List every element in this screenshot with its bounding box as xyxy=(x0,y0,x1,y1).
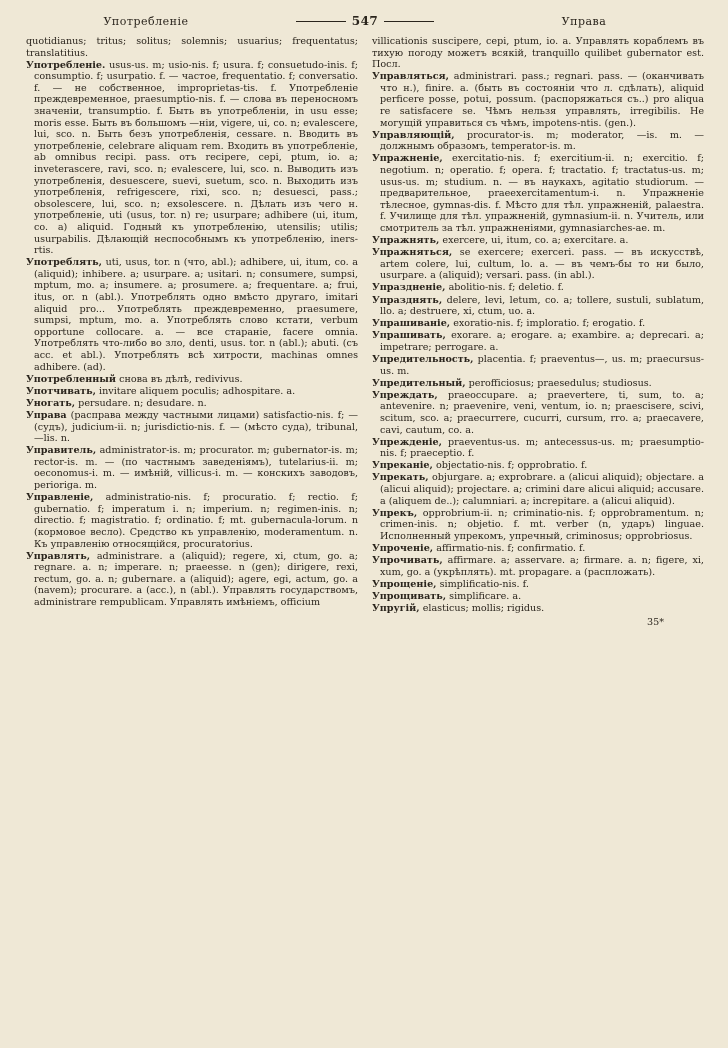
entry-headword: Упрощивать, xyxy=(372,590,447,602)
dictionary-entry xyxy=(372,71,704,129)
entry-definition: opprobrium-ii. n; criminatio-nis. f; opprobramentum. n; crimen-inis. n; objetio. f. mt. verber (n, ударъ) linguae. Исполненный упрекомъ, упречный, criminosus; opprobriosus. xyxy=(380,507,704,542)
entry-definition: placentia. f; praeventus—, us. m; praecursus-us. m. xyxy=(380,354,704,377)
entry-definition: exercitatio-nis. f; exercitium-ii. n; exercitio. f; negotium. n; operatio. f; opera. f; tractatio. f; tractatus-us. m; usus-us. m; studium. n. — въ наукахъ, agitatio studiorum. — предварительное, praeexercitamentum-i. n. Упражненіе тѣлесное, gymnas-dis. f. Мѣсто для тѣл. упражненій, palaestra. f. Училище для тѣл. упражненій, gymnasium-ii. n. Учитель, или смотритель за тѣл. упражненіями, gymnasiarches-ae. m. xyxy=(380,153,704,234)
entry-definition: (расправа между частными лицами) satisfactio-nis. f; — (судъ), judicium-ii. n; jurisdictio-nis. f. — (мѣсто суда), tribunal, —lis. n. xyxy=(34,410,358,445)
dictionary-entry xyxy=(26,398,358,410)
dictionary-entry xyxy=(372,318,704,330)
dictionary-entry xyxy=(372,591,704,603)
dictionary-entry xyxy=(372,330,704,353)
entry-headword: Упредительный, xyxy=(372,377,466,389)
dictionary-entry xyxy=(26,445,358,491)
dictionary-entry xyxy=(26,551,358,609)
entry-headword: Управленіе, xyxy=(26,492,94,504)
right-column xyxy=(372,36,704,628)
running-head-left: Употребленіе xyxy=(103,14,189,28)
entry-headword: Упражняться, xyxy=(372,247,453,259)
entry-headword: Упрекъ, xyxy=(372,507,418,519)
entry-headword: Упрежденіе, xyxy=(372,436,442,448)
entry-headword: Упрощеніе, xyxy=(372,578,437,590)
dictionary-entry xyxy=(26,410,358,445)
dictionary-entry xyxy=(26,36,358,59)
entry-headword: Употребленіе. xyxy=(26,59,106,71)
entry-headword: Управитель, xyxy=(26,445,97,457)
dictionary-entry xyxy=(372,354,704,377)
dictionary-entry xyxy=(372,378,704,390)
entry-definition: simplificatio-nis. f. xyxy=(439,578,529,590)
entry-headword: Упреканіе, xyxy=(372,460,433,472)
page-number-block xyxy=(296,14,435,28)
entry-definition: elasticus; mollis; rigidus. xyxy=(422,603,545,614)
dictionary-entry xyxy=(372,235,704,247)
entry-definition: affirmare. a; asservare. a; firmare. a. n; figere, xi, xum, go. a (укрѣплять). mt. propagare. a (распложать). xyxy=(380,555,704,578)
entry-definition: perofficiosus; praesedulus; studiosus. xyxy=(468,377,652,389)
dictionary-entry xyxy=(372,460,704,472)
entry-headword: Управлять, xyxy=(26,550,91,562)
entry-definition: снова въ дѣлѣ, redivivus. xyxy=(119,373,243,385)
dictionary-entry xyxy=(372,508,704,543)
header-rule-right xyxy=(384,21,434,22)
dictionary-entry xyxy=(372,437,704,460)
dictionary-entry xyxy=(372,390,704,436)
entry-definition: villicationis suscipere, cepi, ptum, io. a. Управлять кораблемъ въ тихую погоду можетъ всякій, tranquillo quilibet gubernator est. Посл. xyxy=(372,36,704,71)
entry-headword: Упрекать, xyxy=(372,472,429,484)
dictionary-entry xyxy=(372,579,704,591)
entry-definition: praeoccupare. a; praevertere, ti, sum, to. a; antevenire. n; praevenire, veni, ventum, io. n; praescisere, scivi, scitum, sco. a; praecurrere, cucurri, cursum, rro. a; praecavere, cavi, cautum, co. a. xyxy=(380,389,704,436)
entry-headword: Упредительность, xyxy=(372,354,474,366)
dictionary-entry xyxy=(372,153,704,234)
entry-definition: persudare. n; desudare. n. xyxy=(78,397,207,409)
entry-definition: uti, usus, tor. n (что, abl.); adhibere, ui, itum, co. a (aliquid); inhibere. a; usurpare. a; usitari. n; consumere, sumpsi, mptum, mo. a; insumere. a; prosumere. a; frequentare. a; frui, itus, or. n (abl.). Употреблять одно вмѣсто другаго, imitari aliquid pro... Употреблять преждевременно, praesumere, sumpsi, mptum, mo. a. Употреблять слово кстати, verbum opportune collocare. a. — все старанiе, facere omnia. Употреблять что-либо во зло, denti, usus. tor. n (abl.); abuti. (съ acc. et abl.). Употреблять всѣ хитрости, machinas omnes adhibere. (ad). xyxy=(34,257,358,373)
entry-headword: Упразднять, xyxy=(372,294,443,306)
entry-headword: Упраздненіе, xyxy=(372,282,446,294)
entry-definition: usus-us. m; usio-nis. f; usura. f; consuetudo-inis. f; consumptio. f; usurpatio. f. — частое, frequentatio. f; conversatio. f. — не собственное, improprietas-tis. f. Употребленіе преждевременное, praesumptio-nis. f. — слова въ переносномъ значеніи, transumptio. f. Быть въ употребленіи, in usu esse; moris esse. Быть въ большомъ —нiи, vigere, ui, co. n; evalescere, lui, sco. n. Быть безъ употребленія, cessare. n. Вводить въ употребленіе, celebrare aliquam rem. Входить въ употребленіе, ab omnibus recipi. pass. отъ recipere, cepi, ptum, io. a; inveterascere, ravi, sco. n; evalescere, lui, sco. n. Выводить изъ употребленія, desuescere, suevi, suetum, sco. n. Выходить изъ употребленія, refrigescere, rixi, sco. n; desuesci, pass.; obsolescere, lui, sco. n; exsolescere. n. Дѣлать изъ чего н. употребленіе, uti (usus, tor. n) re; usurpare; adhibere (ui, itum, co. a) aliquid. Годный къ употребленію, utensilis; utilis; usurpabilis. Дѣлающій неспособнымъ къ употребленію, iners-rtis. xyxy=(34,59,358,257)
header-rule-left xyxy=(296,21,346,22)
left-column xyxy=(26,36,358,628)
entry-definition: procurator-is. m; moderator, —is. m. — должнымъ образомъ, temperator-is. m. xyxy=(380,129,704,153)
dictionary-entry xyxy=(26,257,358,373)
entry-headword: Упрашиванiе, xyxy=(372,318,451,330)
entry-headword: Упрочивать, xyxy=(372,555,443,567)
entry-definition: exercere, ui, itum, co. a; exercitare. a. xyxy=(442,235,629,247)
entry-definition: affirmatio-nis. f; confirmatio. f. xyxy=(436,543,586,555)
entry-headword: Упрашивать, xyxy=(372,330,446,342)
entry-headword: Употреблять, xyxy=(26,257,103,269)
text-columns xyxy=(26,36,704,628)
entry-headword: Упроченіе, xyxy=(372,543,434,555)
page-header xyxy=(26,10,704,32)
entry-headword: Употчивать, xyxy=(26,385,96,397)
entry-definition: objurgare. a; exprobrare. a (alicui aliquid); objectare. a (alicui aliquid); projectare. a; crimini dare alicui aliquid; accusare. a (aliquem de..); calumniari. a; increpitare. a (alicui aliquid). xyxy=(380,472,704,507)
page-number: 547 xyxy=(351,14,379,28)
entry-definition: exoratio-nis. f; imploratio. f; erogatio. f. xyxy=(453,318,646,330)
entry-definition: objectatio-nis. f; opprobratio. f. xyxy=(435,460,588,472)
dictionary-entry xyxy=(372,603,704,615)
entry-headword: Управа xyxy=(26,410,67,421)
entry-definition: administrare. a (aliquid); regere, xi, ctum, go. a; regnare. a. n; imperare. n; praeesse. n (gen); dirigere, rexi, rectum, go. a. n; gubernare. a (aliquid); agere, egi, actum, go. a (navem); procurare. a (acc.), n (abl.). Управлять государствомъ, administrare rempublicam. Управлять имѣніемъ, officium xyxy=(34,550,358,608)
dictionary-entry xyxy=(372,543,704,555)
entry-definition: invitare aliquem poculis; adhospitare. a. xyxy=(99,385,296,397)
entry-headword: Упругій, xyxy=(372,603,420,614)
entry-headword: Управляться, xyxy=(372,71,449,83)
entry-definition: quotidianus; tritus; solitus; solemnis; usuarius; frequentatus; translatitius. xyxy=(26,36,358,59)
dictionary-entry xyxy=(372,282,704,294)
right-column-entries xyxy=(372,36,704,615)
dictionary-entry xyxy=(372,130,704,153)
signature-mark: 35* xyxy=(646,616,664,628)
entry-definition: delere, levi, letum, co. a; tollere, sustuli, sublatum, llo. a; destruere, xi, ctum, uo. a. xyxy=(380,294,704,318)
dictionary-entry xyxy=(372,472,704,507)
entry-headword: Упражненіе, xyxy=(372,153,443,165)
dictionary-entry xyxy=(372,555,704,578)
entry-definition: se exercere; exerceri. pass. — въ искусствѣ, artem colere, lui, cultum, lo. a. — въ чемъ-бы то ни было, usurpare. a (aliquid); versari. pass. (in abl.). xyxy=(380,247,704,282)
dictionary-entry xyxy=(26,492,358,550)
dictionary-entry xyxy=(26,386,358,398)
entry-definition: administratio-nis. f; procuratio. f; rectio. f; gubernatio. f; imperatum i. n; imperium. n; regimen-inis. n; directio. f; magistratio. f; ordinatio. f; mt. gubernacula-lorum. n (кормовое весло). Средство къ управленію, moderamentum. n. Къ управленію относящійся, procuratorius. xyxy=(34,492,358,550)
entry-definition: exorare. a; erogare. a; exambire. a; deprecari. a; impetrare; perrogare. a. xyxy=(380,330,704,353)
entry-definition: administrari. pass.; regnari. pass. — (оканчивать что н.), finire. a. (быть въ состояніи что л. сдѣлать), aliquid perficere posse, potui, possum. (распоряжаться съ..) pro aliqua re satisfacere se. Чѣмъ нельзя управлять, irregibilis. Не могущій управиться съ чѣмъ, impotens-ntis. (gen.). xyxy=(380,71,704,129)
dictionary-entry xyxy=(26,60,358,257)
entry-definition: simplificare. a. xyxy=(449,590,522,602)
dictionary-entry xyxy=(26,374,358,386)
entry-definition: abolitio-nis. f; deletio. f. xyxy=(448,282,564,294)
entry-definition: praeventus-us. m; antecessus-us. m; praesumptio-nis. f; praeceptio. f. xyxy=(380,436,704,460)
dictionary-entry xyxy=(372,295,704,318)
running-head-right: Управа xyxy=(561,14,607,28)
dictionary-entry xyxy=(372,36,704,71)
entry-headword: Управляющій, xyxy=(372,129,455,141)
entry-headword: Уногать, xyxy=(26,397,76,409)
entry-definition: administrator-is. m; procurator. m; gubernator-is. m; rector-is. m. — (по частнымъ заведеніямъ), tutelarius-ii. m; oeconomus-i. m. — имѣній, villicus-i. m. — конскихъ заводовъ, perioriga. m. xyxy=(34,445,358,492)
entry-headword: Упражнять, xyxy=(372,235,440,247)
entry-headword: Упреждать, xyxy=(372,389,438,401)
entry-headword: Употребленный xyxy=(26,373,117,385)
dictionary-entry xyxy=(372,247,704,282)
